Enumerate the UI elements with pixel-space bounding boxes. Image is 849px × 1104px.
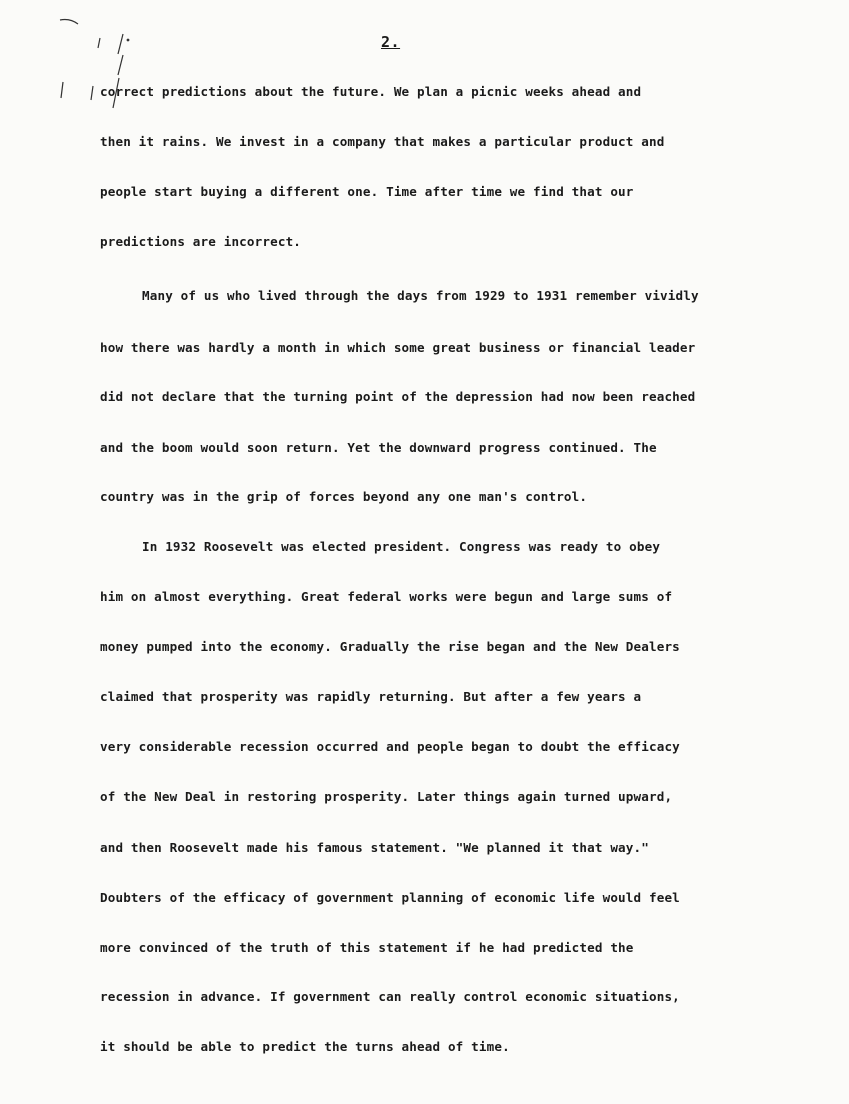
text-line: very considerable recession occurred and people began to doubt the efficacy bbox=[100, 739, 680, 754]
text-line: In 1932 Roosevelt was elected president. Congress was ready to obey bbox=[142, 539, 661, 554]
text-line: more convinced of the truth of this statement if he had predicted the bbox=[100, 940, 634, 955]
text-line: and then Roosevelt made his famous statement. "We planned it that way." bbox=[100, 840, 649, 855]
text-line: country was in the grip of forces beyond any one man's control. bbox=[100, 489, 588, 504]
text-line: did not declare that the turning point of the depression had now been reached bbox=[100, 389, 696, 404]
text-line: recession in advance. If government can really control economic situations, bbox=[100, 989, 680, 1004]
text-line: then it rains. We invest in a company that makes a particular product and bbox=[100, 134, 665, 149]
text-line: of the New Deal in restoring prosperity. Later things again turned upward, bbox=[100, 789, 673, 804]
text-line: people start buying a different one. Time after time we find that our bbox=[100, 184, 634, 199]
text-line: it should be able to predict the turns ahead of time. bbox=[100, 1039, 510, 1054]
text-line: claimed that prosperity was rapidly returning. But after a few years a bbox=[100, 689, 642, 704]
text-line: Many of us who lived through the days from 1929 to 1931 remember vividly bbox=[142, 288, 699, 303]
text-line: correct predictions about the future. We plan a picnic weeks ahead and bbox=[100, 84, 642, 99]
page-number: 2. bbox=[381, 33, 401, 51]
text-line: Doubters of the efficacy of government planning of economic life would feel bbox=[100, 890, 680, 905]
text-line: him on almost everything. Great federal works were begun and large sums of bbox=[100, 589, 673, 604]
text-line: predictions are incorrect. bbox=[100, 234, 302, 249]
text-line: and the boom would soon return. Yet the downward progress continued. The bbox=[100, 440, 657, 455]
text-line: money pumped into the economy. Gradually the rise began and the New Dealers bbox=[100, 639, 680, 654]
text-line: how there was hardly a month in which some great business or financial leader bbox=[100, 340, 696, 355]
